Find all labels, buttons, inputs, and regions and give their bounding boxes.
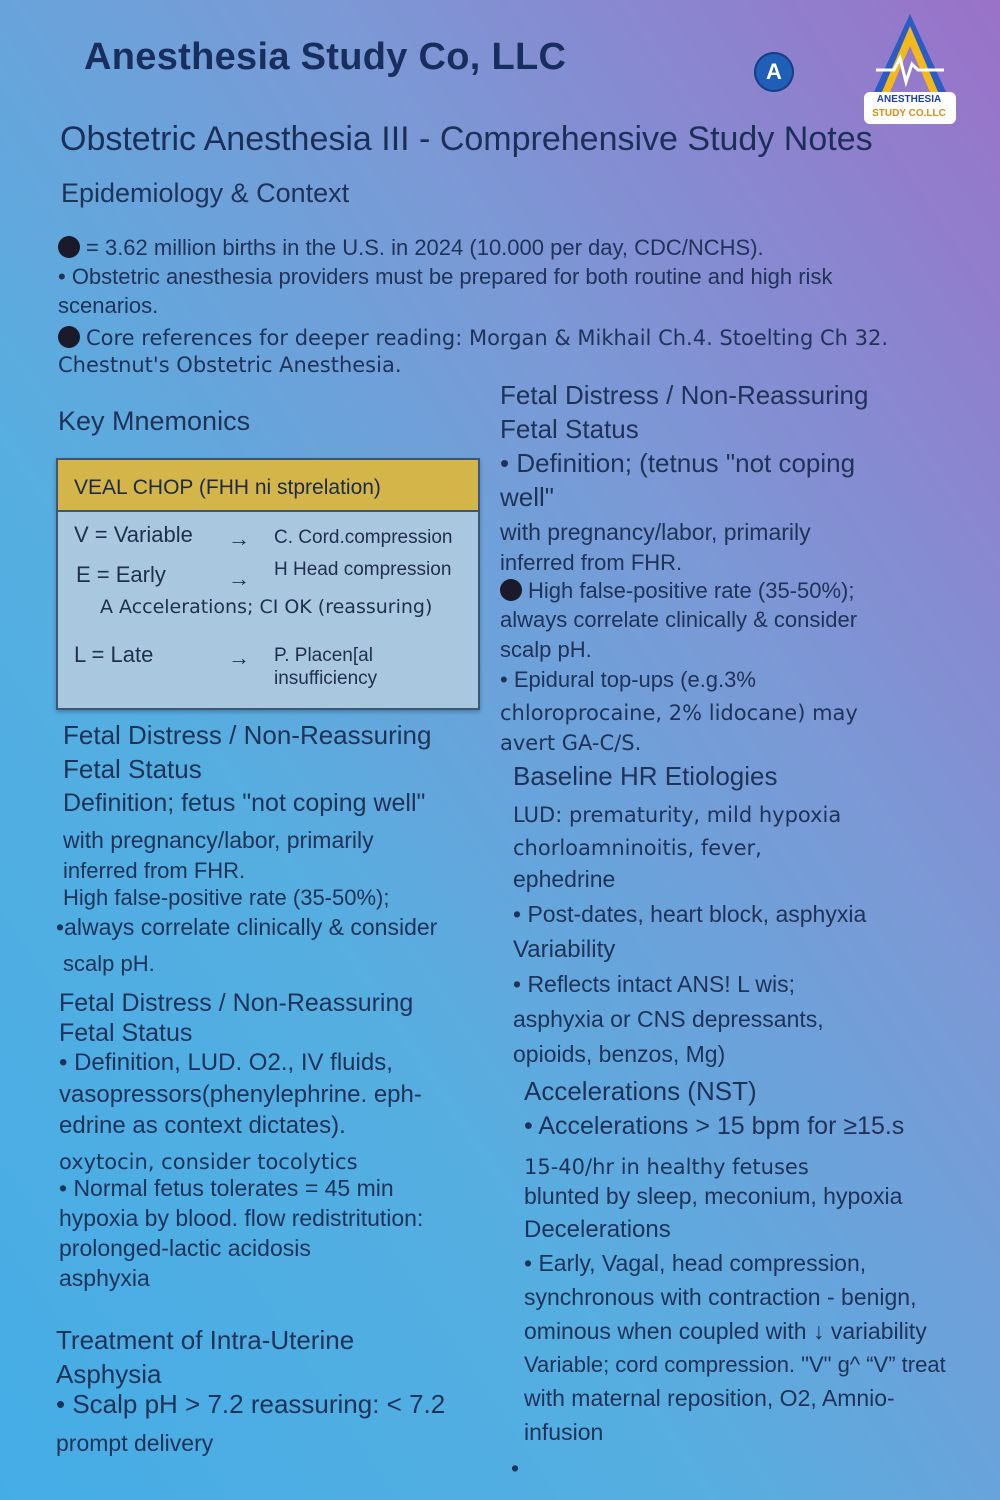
right-fd-definition-2: well" [500, 482, 555, 512]
right-fd-line-4: always correlate clinically & consider [500, 607, 858, 632]
accel-line-5: • Early, Vagal, head compression, [524, 1250, 867, 1276]
left-fd1-line-2: inferred from FHR. [63, 858, 246, 883]
baseline-line-3: ephedrine [513, 866, 616, 892]
epidemiology-line-1: = 3.62 million births in the U.S. in 2024 (10.000 per day, CDC/NCHS). [58, 233, 958, 262]
bullet-dot-icon [58, 326, 80, 348]
baseline-line-5: Variability [513, 936, 616, 963]
right-fd-line-1: with pregnancy/labor, primarily [500, 519, 811, 545]
right-fd-line-2: inferred from FHR. [500, 550, 683, 575]
left-fd2-line-7: prolonged-lactic acidosis [59, 1235, 311, 1261]
right-fd-definition: • Definition; (tetnus "not coping [500, 448, 856, 478]
accel-line-10: infusion [524, 1419, 604, 1445]
epidemiology-line-3b: Chestnut's Obstetric Anesthesia. [58, 353, 402, 377]
epidemiology-heading: Epidemiology & Context [61, 178, 350, 208]
accel-line-2: 15-40/hr in healthy fetuses [524, 1155, 809, 1179]
left-fd1-line-1: with pregnancy/labor, primarily [63, 827, 374, 853]
left-fd2-line-2: vasopressors(phenylephrine. eph- [59, 1081, 422, 1108]
left-fd1-heading: Fetal Distress / Non-Reassuring [63, 720, 432, 750]
left-fd1-line-5: scalp pH. [63, 951, 155, 976]
left-fd2-line-1: • Definition, LUD. O2., IV fluids, [59, 1049, 393, 1076]
right-fd-line-8: avert GA-C/S. [500, 731, 642, 755]
accel-line-3: blunted by sleep, meconium, hypoxia [524, 1183, 903, 1209]
right-fd-heading-2: Fetal Status [500, 414, 639, 444]
accel-line-1: • Accelerations > 15 bpm for ≥15.s [524, 1112, 905, 1140]
mnemonic-row-l: L = Late [74, 642, 154, 667]
left-fd1-line-4: •always correlate clinically & consider [56, 914, 438, 940]
mnemonic-result-v: C. Cord.compression [274, 527, 453, 548]
right-fd-line-3: High false-positive rate (35-50%); [500, 576, 854, 605]
accel-line-4: Decelerations [524, 1216, 671, 1243]
left-fd2-line-6: hypoxia by blood. flow redistritution: [59, 1205, 424, 1231]
epidemiology-line-2: • Obstetric anesthesia providers must be prepared for both routine and high risk [58, 264, 833, 289]
logo-text-line2: STUDY CO.LLC [872, 108, 946, 119]
bullet-dot-icon [500, 579, 522, 601]
epidemiology-line-3: Core references for deeper reading: Morgan & Mikhail Ch.4. Stoelting Ch 32. [58, 324, 978, 353]
baseline-line-4: • Post-dates, heart block, asphyxia [513, 901, 867, 927]
treatment-heading: Treatment of Intra-Uterine [56, 1325, 355, 1355]
mnemonic-result-l: P. Placen[al [274, 645, 373, 666]
accel-line-7: ominous when coupled with ↓ variability [524, 1318, 927, 1344]
arrow-right-icon: → [228, 566, 250, 591]
accel-line-8: Variable; cord compression. "V" g^ “V” treat [524, 1352, 946, 1377]
right-fd-line-6: • Epidural top-ups (e.g.3% [500, 667, 756, 692]
left-fd2-line-3: edrine as context dictates). [59, 1112, 346, 1139]
left-fd2-heading-2: Fetal Status [59, 1019, 193, 1047]
mnemonic-row-v: V = Variable [74, 522, 193, 547]
left-fd1-line-3: High false-positive rate (35-50%); [63, 885, 390, 910]
accel-heading: Accelerations (NST) [524, 1076, 757, 1106]
left-fd1-definition: Definition; fetus "not coping well" [63, 789, 426, 817]
treatment-line-2: prompt delivery [56, 1430, 214, 1456]
mnemonic-row-a: A Accelerations; CI OK (reassuring) [100, 596, 433, 618]
a-badge-icon: A [754, 52, 794, 92]
treatment-line-1: • Scalp pH > 7.2 reassuring: < 7.2 [56, 1389, 446, 1419]
arrow-right-icon: → [228, 526, 250, 551]
company-name: Anesthesia Study Co, LLC [84, 36, 567, 78]
left-fd2-line-4: oxytocin, consider tocolytics [59, 1150, 358, 1174]
veal-chop-title: VEAL CHOP (FHH ni stprelation) [58, 460, 478, 512]
baseline-line-1: LUD: prematurity, mild hypoxia [513, 803, 842, 827]
treatment-heading-2: Asphysia [56, 1359, 162, 1389]
right-fd-heading: Fetal Distress / Non-Reassuring [500, 380, 869, 410]
accel-line-6: synchronous with contraction - benign, [524, 1284, 917, 1310]
logo-text-line1: ANESTHESIA [876, 94, 942, 105]
baseline-line-6: • Reflects intact ANS! L wis; [513, 971, 796, 997]
page-title: Obstetric Anesthesia III - Comprehensive Study Notes [60, 120, 873, 158]
mnemonic-result-l-2: insufficiency [274, 668, 378, 689]
left-fd1-heading-2: Fetal Status [63, 754, 202, 784]
right-fd-line-5: scalp pH. [500, 637, 592, 662]
accel-line-9: with maternal reposition, O2, Amnio- [524, 1385, 895, 1411]
baseline-heading: Baseline HR Etiologies [513, 761, 778, 791]
right-fd-line-7: chloroprocaine, 2% lidocane) may [500, 701, 858, 725]
baseline-line-8: opioids, benzos, Mg) [513, 1041, 726, 1067]
accel-line-11: • [511, 1455, 520, 1481]
veal-chop-box [56, 458, 480, 710]
epidemiology-line-2b: scenarios. [58, 293, 159, 318]
left-fd2-line-8: asphyxia [59, 1265, 150, 1291]
left-fd2-line-5: • Normal fetus tolerates = 45 min [59, 1175, 394, 1201]
mnemonics-heading: Key Mnemonics [58, 406, 251, 436]
bullet-dot-icon [58, 236, 80, 258]
mnemonic-result-e: H Head compression [274, 559, 452, 580]
arrow-right-icon: → [228, 645, 250, 670]
left-fd2-heading: Fetal Distress / Non-Reassuring [59, 989, 414, 1017]
baseline-line-2: chorloamninoitis, fever, [513, 836, 762, 860]
mnemonic-row-e: E = Early [76, 562, 166, 587]
baseline-line-7: asphyxia or CNS depressants, [513, 1006, 824, 1032]
